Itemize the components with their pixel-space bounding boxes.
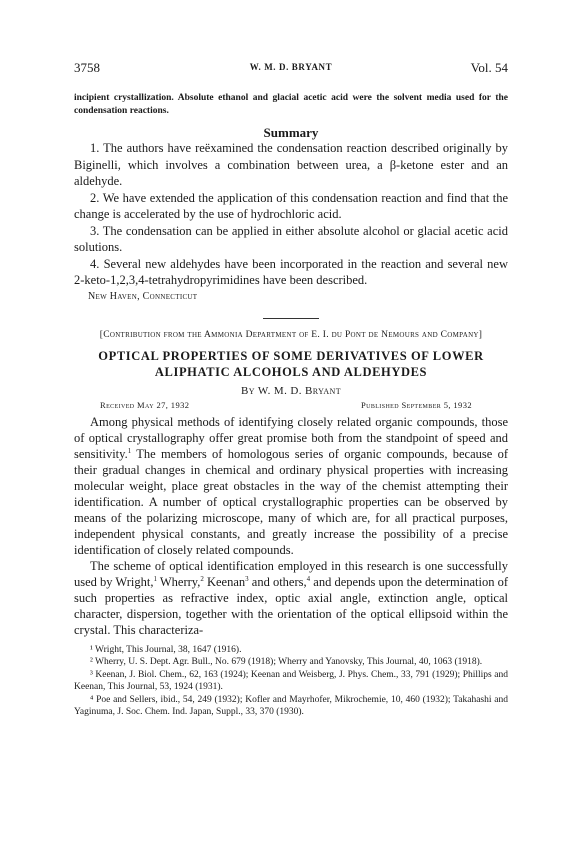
- footnotes: [74, 644, 508, 719]
- summary-item: 3. The condensation can be applied in either absolute alcohol or glacial acetic acid solutions.: [74, 223, 508, 254]
- footnote: ³ Keenan, J. Biol. Chem., 62, 163 (1924); Keenan and Weisberg, J. Phys. Chem., 33, 791 (1929); Phillips and Keenan, This Journal, 53, 1924 (1931).: [74, 669, 508, 692]
- summary-heading: Summary: [263, 125, 319, 140]
- article-title-line: ALIPHATIC ALCOHOLS AND ALDEHYDES: [154, 364, 428, 379]
- journal-page: [74, 60, 508, 719]
- footnote: ² Wherry, U. S. Dept. Agr. Bull., No. 679 (1918); Wherry and Yanovsky, This Journal, 40, 1063 (1918).: [90, 657, 483, 667]
- page-header: [74, 60, 508, 80]
- footnote: ⁴ Poe and Sellers, ibid., 54, 249 (1932); Kofler and Mayrhofer, Mikrochemie, 10, 460 (1932); Takahashi and Yaginuma, J. Soc. Chem. Ind. Japan, Suppl., 33, 370 (1930).: [74, 694, 508, 717]
- received-date: Received May 27, 1932: [100, 399, 190, 410]
- body-paragraph: [74, 414, 508, 558]
- article-title-line: OPTICAL PROPERTIES OF SOME DERIVATIVES OF LOWER: [98, 348, 484, 363]
- contribution-note: [Contribution from the Ammonia Department of E. I. du Pont de Nemours and Company]: [99, 329, 483, 340]
- text-run: and others,: [248, 574, 307, 589]
- byline: By W. M. D. Bryant: [240, 384, 342, 397]
- text-run: Keenan: [203, 574, 246, 589]
- footnote-ref[interactable]: 3: [245, 574, 249, 583]
- text-run: Wherry,: [156, 574, 201, 589]
- page-number: 3758: [74, 60, 100, 75]
- footnote-ref[interactable]: 1: [127, 446, 132, 455]
- article-title: [74, 348, 508, 380]
- text-run: The members of homologous series of organic compounds, because of their gradual changes in chemical and ordinary physical properties with increasing molecular weight, place great obstacles in the way of the chemist attempting their identification. A number of optical crystallographic properties can be observed by means of the polarizing microscope, many of which are, for all practical purposes, independent physical constants, and greatly increase the possibility of a precise identification of closely related compounds.: [74, 446, 508, 557]
- summary-item: 2. We have extended the application of this condensation reaction and find that the change is accelerated by the use of hydrochloric acid.: [74, 190, 508, 221]
- text-run: and depends upon the determination of such properties as refractive index, optic axial angle, extinction angle, optical character, dispersion, together with the orientation of the optical ellipsoid within the crystal. This characteriza-: [74, 574, 509, 637]
- body-paragraph: [74, 558, 508, 638]
- intro-text: incipient crystallization. Absolute ethanol and glacial acetic acid were the solvent media used for the condensation reactions.: [74, 93, 508, 116]
- section-divider: [263, 318, 319, 319]
- summary-item: 1. The authors have reëxamined the condensation reaction described originally by Biginelli, which involves a combination between urea, a β-ketone ester and an aldehyde.: [74, 141, 508, 188]
- text-run: The scheme of optical identification employed in this research is one successfully used by Wright,: [74, 558, 508, 589]
- footnote-ref[interactable]: 4: [306, 574, 311, 583]
- article-dates: [74, 400, 508, 414]
- running-head: W. M. D. BRYANT: [249, 62, 333, 72]
- author-location: New Haven, Connecticut: [88, 290, 198, 302]
- text-run: Among physical methods of identifying closely related organic compounds, those of optical crystallography offer great promise both from the standpoint of speed and sensitivity.: [74, 414, 508, 461]
- summary-item: 4. Several new aldehydes have been incorporated in the reaction and several new 2-keto-1,2,3,4-tetrahydropyrimidines have been described.: [74, 256, 508, 287]
- footnote: ¹ Wright, This Journal, 38, 1647 (1916).: [90, 644, 242, 655]
- published-date: Published September 5, 1932: [360, 399, 472, 410]
- footnote-ref[interactable]: 1: [153, 574, 157, 583]
- footnote-ref[interactable]: 2: [200, 574, 204, 583]
- volume-label: Vol. 54: [470, 60, 508, 75]
